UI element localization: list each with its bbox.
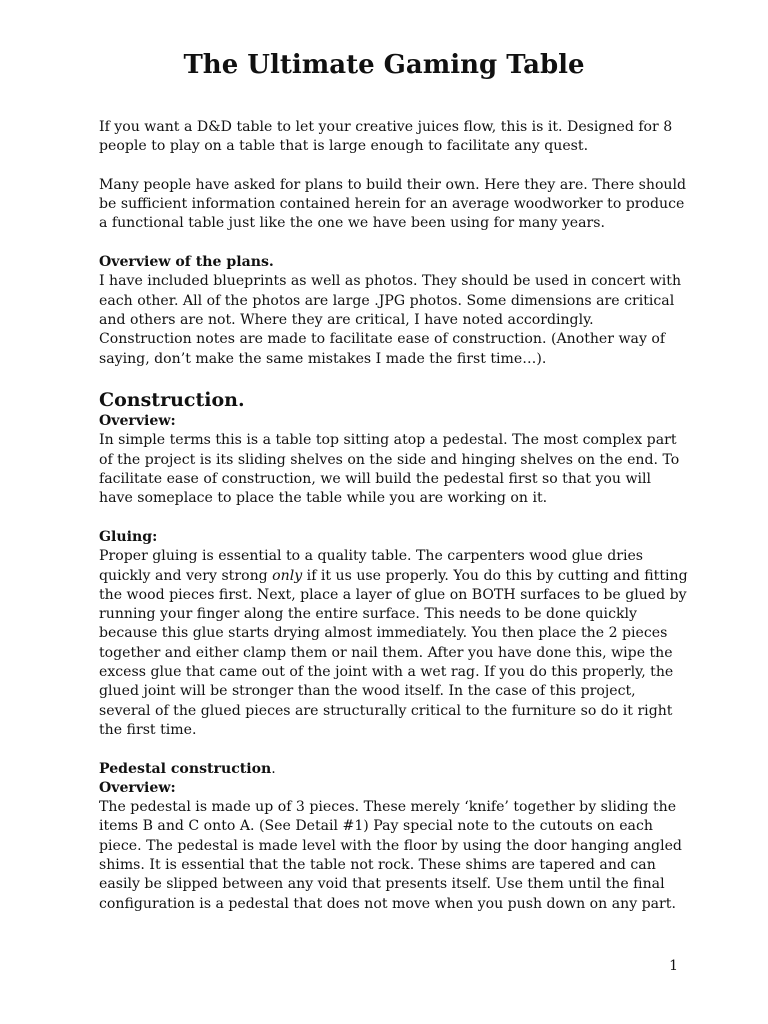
gluing-heading: Gluing: — [99, 528, 158, 545]
intro-paragraph-1: If you want a D&D table to let your creative juices flow, this is it. Designed for 8 people to play on a table that is large enough to facilitate any quest. — [99, 119, 673, 155]
page-title: The Ultimate Gaming Table — [183, 50, 585, 80]
construction-overview-heading: Overview: — [99, 413, 176, 430]
intro-paragraph-2: Many people have asked for plans to build their own. Here they are. There should be sufficient information contained herein for an average woodworker to produce a functional table just like the one we have been using for many years. — [99, 176, 687, 232]
pedestal-overview-body: The pedestal is made up of 3 pieces. These merely ‘knife’ together by sliding the items B and C onto A. (See Detail #1) Pay special note to the cutouts on each piece. The pedestal is made level with the floor by using the door hanging angled shims. It is essential that the table not rock. These shims are tapered and can easily be slipped between any void that presents itself. Use them until the final configuration is a pedestal that does not move when you push down on any part. — [99, 799, 682, 912]
pedestal-heading — [99, 760, 689, 779]
pedestal-heading-period: . — [271, 760, 276, 777]
document-body — [99, 118, 689, 914]
gluing-body — [99, 547, 689, 740]
gluing-body-part-1: Proper gluing is essential to a quality table. The carpenters wood glue dries quickly and very strong — [99, 548, 644, 584]
gluing-body-part-2: if it us use properly. You do this by cutting and fitting the wood pieces first. Next, place a layer of glue on BOTH surfaces to be glued by running your finger along the entire surface. This needs to be done quickly because this glue starts drying almost immediately. You then place the 2 pieces together and either clamp them or nail them. After you have done this, wipe the excess glue that came out of the joint with a wet rag. If you do this properly, the glued joint will be stronger than the wood itself. In the case of this project, several of the glued pieces are structurally critical to the furniture so do it right the first time. — [99, 567, 688, 738]
overview-plans-heading: Overview of the plans. — [99, 254, 274, 271]
pedestal-heading-text: Pedestal construction — [99, 760, 272, 777]
construction-heading: Construction. — [99, 389, 245, 412]
page-number: 1 — [669, 958, 678, 974]
pedestal-overview-heading: Overview: — [99, 779, 176, 796]
overview-plans-body: I have included blueprints as well as photos. They should be used in concert with each other. All of the photos are large .JPG photos. Some dimensions are critical and others are not. Where they are critical, I have noted accordingly. Construction notes are made to facilitate ease of construction. (Another way of saying, don’t make the same mistakes I made the first time…). — [99, 273, 682, 367]
gluing-body-emphasis: only — [272, 567, 303, 584]
construction-overview-body: In simple terms this is a table top sitting atop a pedestal. The most complex part of the project is its sliding shelves on the side and hinging shelves on the end. To facilitate ease of construction, we will build the pedestal first so that you will have someplace to place the table while you are working on it. — [99, 432, 680, 507]
